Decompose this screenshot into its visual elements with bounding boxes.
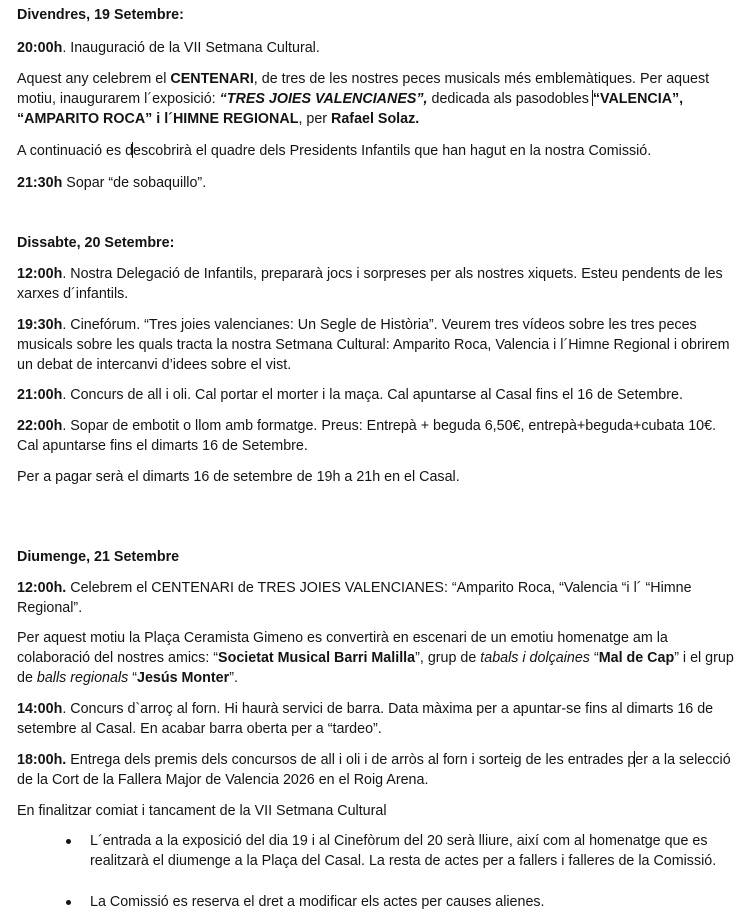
day1-event-sopar [17,173,735,193]
group-name: Jesús Monter [137,670,230,686]
day1-presidents-paragraph [17,141,735,161]
day3-event-arros [17,699,735,739]
italic-run: tabals i dolçaines [480,650,590,666]
day1-centenari-paragraph [17,69,735,129]
day2-event-infantils [17,264,735,304]
group-name: Mal de Cap [598,650,675,666]
day2-payment-note: Per a pagar serà el dimarts 16 de setembre de 19h a 21h en el Casal. [17,469,460,485]
event-text: . Concurs de all i oli. Cal portar el morter i la maça. Cal apuntarse al Casal fins el 16 de Setembre. [62,387,683,403]
pasodobles-names: “VALENCIA”, “AMPARITO ROCA” i l´HIMNE REGIONAL [17,91,684,127]
list-item [17,831,735,871]
event-time: 19:30h [17,317,63,333]
text-run: escobrirà el quadre dels Presidents Infantils que han hagut en la nostra Comissió. [133,143,652,159]
text-run: ”. [229,670,238,686]
exhibition-title: “TRES JOIES VALENCIANES”, [219,91,428,107]
band-name: Societat Musical Barri Malilla [218,650,416,666]
bullet-icon [66,900,71,905]
list-item-text: La Comissió es reserva el dret a modificar els actes per causes alienes. [90,894,545,910]
event-time: 12:00h. [17,580,67,596]
day2-heading: Dissabte, 20 Setembre: [17,235,175,251]
event-text: Entrega dels premis dels concursos de all i oli i de arròs al forn i sorteig de les entrades p [66,752,636,768]
day2-event-cineforum [17,315,735,375]
text-run: Aquest any celebrem el [17,71,171,87]
event-text: . Cinefórum. “Tres joies valencianes: Un Segle de Història”. Veurem tres vídeos sobre les tres peces musicals sobre les quals tracta la nostra Setmana Cultural: Amparito Roca, Valencia i l´Himne Regional i obrirem un debat de intercanvi d’idees sobre el vist. [17,317,730,373]
day3-closing: En finalitzar comiat i tancament de la VII Setmana Cultural [17,803,387,819]
italic-run: balls regionals [36,670,129,686]
author-name: Rafael Solaz. [331,111,420,127]
list-item [17,892,735,912]
text-run: ” i el grup de [17,650,734,686]
text-run: dedicada als pasodobles [427,91,593,107]
event-time: 21:30h [17,175,63,191]
text-run: , per [298,111,332,127]
day2-event-sopar [17,416,735,456]
day3-heading: Diumenge, 21 Setembre [17,549,180,565]
event-text: . Sopar de embotit o llom amb formatge. Preus: Entrepà + beguda 6,50€, entrepà+beguda+cubata 10€. Cal apuntarse fins el dimarts 16 de Setembre. [17,418,717,454]
event-text: Celebrem el CENTENARI de TRES JOIES VALENCIANES: “Amparito Roca, “Valencia “i l´ “Himne Regional”. [17,580,692,616]
notes-list [17,831,735,912]
event-time: 20:00h [17,40,63,56]
text-run: “ [589,650,599,666]
text-run: “ [128,670,138,686]
event-time: 14:00h [17,701,63,717]
event-time: 22:00h [17,418,63,434]
document-body [17,5,735,912]
day3-event-premis [17,750,735,790]
day1-event-inauguration [17,38,735,58]
text-run: Per aquest motiu la Plaça Ceramista Gimeno es convertirà en escenari de un emotiu homenatge am la colaboració del nostres amics: “ [17,630,668,666]
bold-run: CENTENARI [170,71,254,87]
event-time: 21:00h [17,387,63,403]
event-text: er a la selecció de la Cort de la Fallera Major de Valencia 2026 en el Roig Arena. [17,752,731,788]
event-time: 12:00h [17,266,63,282]
event-text: . Nostra Delegació de Infantils, prepararà jocs i sorpreses per als nostres xiquets. Esteu pendents de les xarxes d´infantils. [17,266,723,302]
event-text: . Concurs d`arroç al forn. Hi haurà servici de barra. Data màxima per a apuntar-se fins al dimarts 16 de setembre al Casal. En acabar barra oberta per a “tardeo”. [17,701,714,737]
event-time: 18:00h. [17,752,67,768]
day2-event-allioli [17,385,735,405]
day3-homenatge-paragraph [17,628,735,688]
text-run: ”, grup de [415,650,481,666]
event-text: . Inauguració de la VII Setmana Cultural. [62,40,320,56]
day1-heading: Divendres, 19 Setembre: [17,7,184,23]
event-text: Sopar “de sobaquillo”. [62,175,207,191]
text-run: A continuació es d [17,143,134,159]
text-run: , de tres de les nostres peces musicals més emblemàtiques. Per aquest motiu, inaugurarem l´exposició: [17,71,710,107]
day3-event-centenari [17,578,735,618]
bullet-icon [66,839,71,844]
list-item-text: L´entrada a la exposició del dia 19 i al Cinefòrum del 20 serà lliure, així com al homenatge que es realitzarà el diumenge a la Plaça del Casal. La resta de actes per a fallers i falleres de la Comissió. [90,833,717,869]
